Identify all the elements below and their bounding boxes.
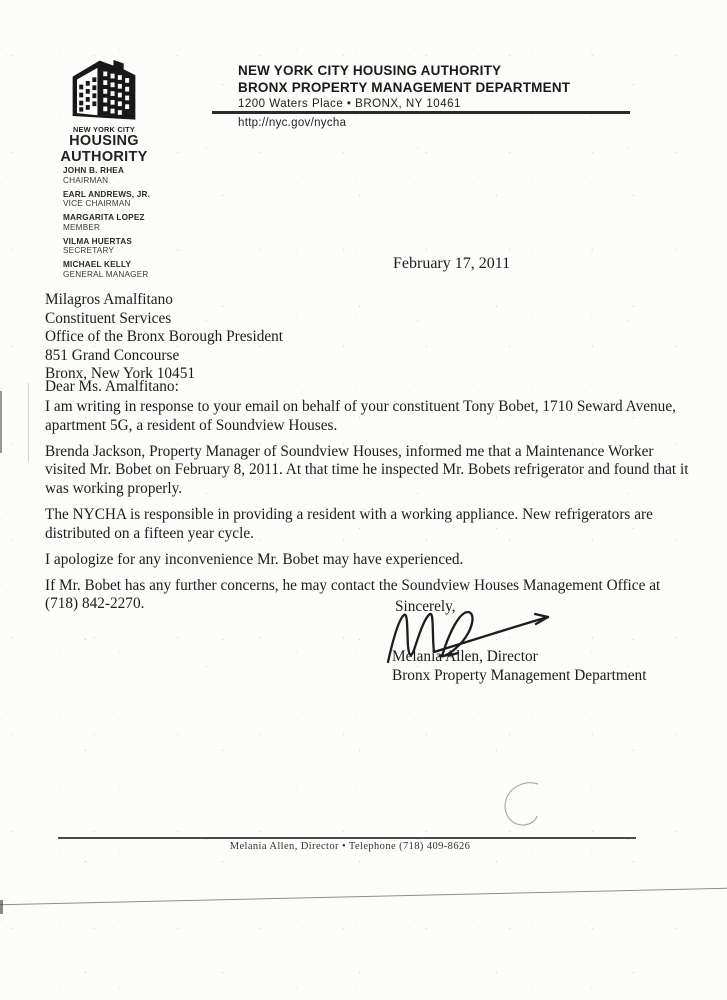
recipient-line: 851 Grand Concourse <box>45 346 180 364</box>
official-name: VILMA HUERTAS <box>63 236 133 246</box>
scan-paper-edge <box>0 888 727 906</box>
letter-date: February 17, 2011 <box>393 255 511 272</box>
official-name: MARGARITA LOPEZ <box>63 213 145 222</box>
letterhead-rule <box>212 111 630 114</box>
body-paragraph: If Mr. Bobet has any further concerns, he may contact the Soundview Houses Management Office at (718) 842-2270. <box>45 576 661 613</box>
recipient-line: Bronx, New York 10451 <box>45 365 196 383</box>
recipient-line: Constituent Services <box>45 309 172 327</box>
logo-wordmark-city: NEW YORK CITY <box>72 125 135 134</box>
closing-block <box>392 598 692 685</box>
official-entry <box>63 237 233 256</box>
official-entry <box>63 213 233 232</box>
nycha-logo <box>60 54 148 165</box>
recipient-address <box>45 291 283 384</box>
official-title: MEMBER <box>63 222 101 232</box>
recipient-line: Office of the Bronx Borough President <box>45 328 284 346</box>
department-name: BRONX PROPERTY MANAGEMENT DEPARTMENT <box>238 80 571 95</box>
footer-contact-line: Melania Allen, Director • Telephone (718) 409-8626 <box>229 841 471 852</box>
body-paragraph: I apologize for any inconvenience Mr. Bobet may have experienced. <box>45 550 464 568</box>
official-title: GENERAL MANAGER <box>63 269 149 279</box>
nycha-building-icon <box>67 54 141 124</box>
official-entry <box>63 190 233 209</box>
scan-fold-artifact <box>28 383 29 462</box>
logo-wordmark-authority: AUTHORITY <box>60 148 148 165</box>
body-paragraph: I am writing in response to your email on behalf of your constituent Tony Bobet, 1710 Seward Avenue, apartment 5G, a resident of Soundview Houses. <box>45 398 676 434</box>
body-paragraph: The NYCHA is responsible in providing a resident with a working appliance. New refrigerators are distributed on a fifteen year cycle. <box>45 505 653 542</box>
official-title: VICE CHAIRMAN <box>63 199 131 208</box>
official-name: EARL ANDREWS, JR. <box>63 189 151 199</box>
scan-edge-tick <box>0 900 3 914</box>
signature-icon <box>382 606 572 668</box>
signer-department: Bronx Property Management Department <box>392 666 647 684</box>
scan-edge-mark <box>0 391 2 453</box>
pen-mark-artifact <box>498 780 554 832</box>
closing-word: Sincerely, <box>395 598 456 615</box>
officials-list <box>63 166 233 284</box>
agency-address: 1200 Waters Place • BRONX, NY 10461 <box>238 98 461 110</box>
recipient-line: Milagros Amalfitano <box>45 291 173 308</box>
signer-name: Melania Allen, Director <box>392 648 538 666</box>
official-name: MICHAEL KELLY <box>63 260 132 269</box>
official-title: CHAIRMAN <box>63 175 109 185</box>
footer-rule <box>58 837 636 839</box>
body-paragraph: Brenda Jackson, Property Manager of Soundview Houses, informed me that a Maintenance Worker visited Mr. Bobet on February 8, 2011. At that time he inspected Mr. Bobets refrigerator and found that it was working properly. <box>45 442 689 497</box>
official-entry <box>63 166 233 185</box>
official-entry <box>63 260 233 279</box>
logo-wordmark-housing: HOUSING <box>69 133 139 149</box>
official-name: JOHN B. RHEA <box>63 166 125 175</box>
salutation: Dear Ms. Amalfitano: <box>45 378 179 395</box>
website-url: http://nyc.gov/nycha <box>238 117 347 129</box>
letter-body <box>45 398 695 621</box>
letterhead <box>238 62 708 112</box>
official-title: SECRETARY <box>63 246 115 255</box>
agency-name: NEW YORK CITY HOUSING AUTHORITY <box>238 63 502 78</box>
